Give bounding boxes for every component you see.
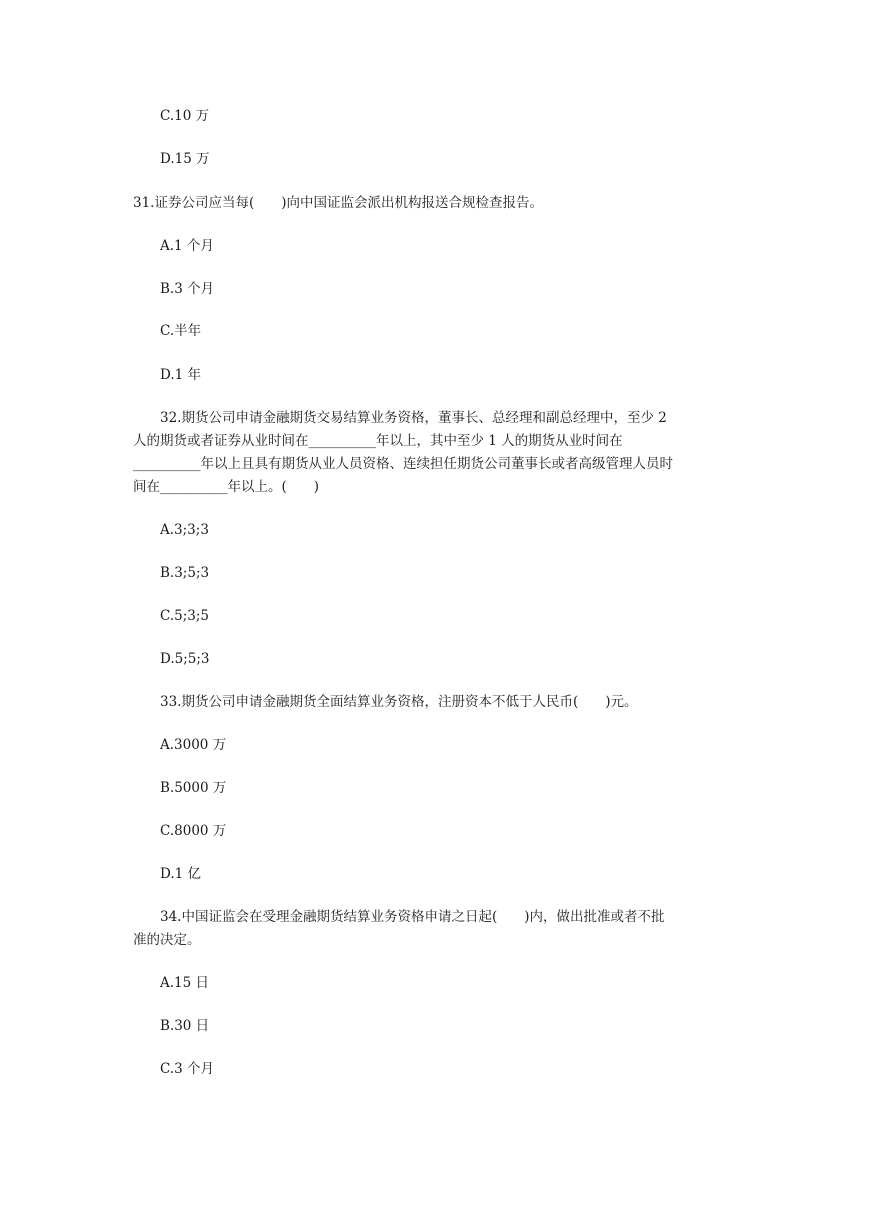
- option-b-q34: B.30 日: [160, 1018, 210, 1034]
- option-c-q30: C.10 万: [160, 108, 210, 124]
- question-34-line-1: 34.中国证监会在受理金融期货结算业务资格申请之日起( )内，做出批准或者不批: [160, 909, 665, 925]
- option-d-q30: D.15 万: [160, 151, 210, 167]
- option-a-q31: A.1 个月: [160, 238, 214, 254]
- option-d-q31: D.1 年: [160, 367, 202, 383]
- question-32-line-1: 32.期货公司申请金融期货交易结算业务资格，董事长、总经理和副总经理中，至少 2: [160, 410, 667, 426]
- question-34-line-2: 准的决定。: [133, 932, 201, 948]
- option-c-q33: C.8000 万: [160, 823, 227, 839]
- question-32-line-3: __________年以上且具有期货从业人员资格、连续担任期货公司董事长或者高级管理人员时: [133, 456, 673, 472]
- option-b-q31: B.3 个月: [160, 281, 215, 297]
- option-d-q32: D.5;5;3: [160, 651, 210, 667]
- option-b-q32: B.3;5;3: [160, 565, 210, 581]
- option-a-q34: A.15 日: [160, 975, 210, 991]
- option-d-q33: D.1 亿: [160, 866, 202, 882]
- question-32-line-4: 间在__________年以上。( ): [133, 479, 320, 495]
- option-c-q34: C.3 个月: [160, 1061, 215, 1077]
- question-32-line-2: 人的期货或者证券从业时间在__________年以上，其中至少 1 人的期货从业时间在: [133, 433, 623, 449]
- question-31: 31.证券公司应当每( )向中国证监会派出机构报送合规检查报告。: [133, 195, 544, 211]
- option-c-q31: C.半年: [160, 323, 202, 339]
- option-a-q32: A.3;3;3: [160, 522, 209, 538]
- option-c-q32: C.5;3;5: [160, 608, 210, 624]
- option-b-q33: B.5000 万: [160, 780, 227, 796]
- option-a-q33: A.3000 万: [160, 737, 227, 753]
- question-33: 33.期货公司申请金融期货全面结算业务资格，注册资本不低于人民币( )元。: [160, 694, 638, 710]
